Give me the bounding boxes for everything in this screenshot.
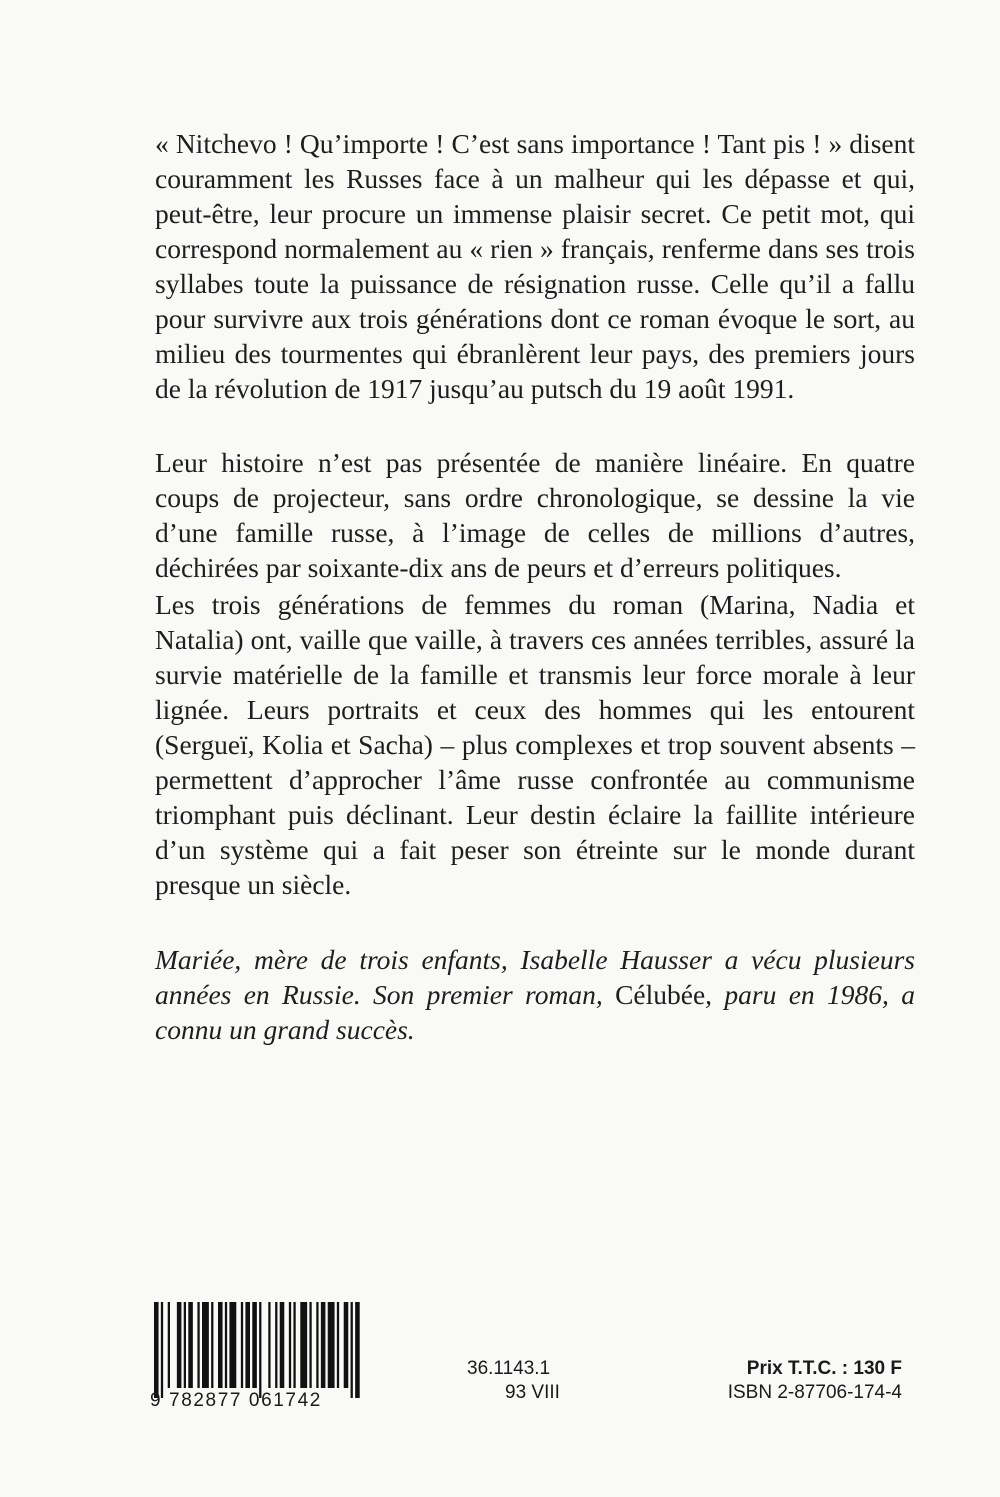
catalog-number: 36.1143.1 <box>467 1358 551 1379</box>
author-bio-before-title: Mariée, mère de trois enfants, Isabelle Hausser a vécu plusieurs années en Russie. Son premier roman, <box>155 944 915 1010</box>
barcode-bar <box>184 1302 186 1388</box>
barcode-bar <box>300 1302 307 1388</box>
barcode-bar <box>202 1302 209 1388</box>
barcode-bar <box>344 1302 349 1388</box>
blurb-paragraph-2-text: Leur histoire n’est pas présentée de manière linéaire. En quatre coups de projecteur, sans ordre chronologique, se dessine la vie d’une famille russe, à l’image de celles de millions d’autres, déchirées par soixante-dix ans de peurs et d’erreurs politiques. <box>155 447 915 583</box>
barcode-bar <box>321 1302 326 1388</box>
author-bio-after-title: , paru en 1986, a connu un grand succès. <box>155 979 915 1045</box>
price-block <box>702 1357 902 1405</box>
barcode-bar <box>293 1302 295 1388</box>
barcode-bar <box>161 1302 163 1398</box>
catalog-code: 93 VIII <box>505 1382 560 1403</box>
barcode-bar <box>225 1302 227 1388</box>
barcode-digits: 9 782877 061742 <box>150 1390 322 1411</box>
barcode-bar <box>355 1302 360 1398</box>
barcode-bar <box>316 1302 318 1388</box>
barcode-bar <box>337 1302 339 1388</box>
barcode-bar <box>188 1302 193 1388</box>
catalog-info <box>467 1357 560 1405</box>
blurb-paragraph-1 <box>155 126 915 406</box>
isbn-number: ISBN 2-87706-174-4 <box>727 1382 902 1403</box>
barcode-bar <box>268 1302 270 1388</box>
first-novel-title: Célubée <box>615 979 706 1010</box>
blurb-paragraph-1-text: « Nitchevo ! Qu’importe ! C’est sans importance ! Tant pis ! » disent couramment les Russes face à un malheur qui les dépasse et qui, peut-être, leur procure un immense plaisir secret. Ce petit mot, qui correspond normalement au « rien » français, renferme dans ses trois syllabes toute la puissance de résignation russe. Celle qu’il a fallu pour survivre aux trois générations dont ce roman évoque le sort, au milieu des tourmentes qui ébranlèrent leur pays, des premiers jours de la révolution de 1917 jusqu’au putsch du 19 août 1991. <box>155 128 915 404</box>
barcode-bar <box>197 1302 199 1388</box>
blurb-paragraph-3 <box>155 587 915 902</box>
barcode-bar <box>177 1302 182 1388</box>
barcode-bar <box>252 1302 257 1388</box>
barcode-bar <box>229 1302 236 1388</box>
barcode-bar <box>351 1302 353 1398</box>
barcode-bar <box>211 1302 213 1388</box>
blurb-paragraph-3-text: Les trois générations de femmes du roman (Marina, Nadia et Natalia) ont, vaille que vaille, à travers ces années terribles, assuré la survie matérielle de la famille et transmis leur force morale à leur lignée. Leurs portraits et ceux des hommes qui les entourent (Sergueï, Kolia et Sacha) – plus complexes et trop souvent absents – permettent d’approcher l’âme russe confrontée au communisme triomphant puis déclinant. Leur destin éclaire la faillite intérieure d’un système qui a fait peser son étreinte sur le monde durant presque un siècle. <box>155 589 915 900</box>
barcode-bar <box>154 1302 159 1398</box>
price-label: Prix T.T.C. : 130 F <box>746 1358 902 1379</box>
barcode-bar <box>259 1302 261 1398</box>
barcode-bar <box>218 1302 223 1388</box>
barcode-bar <box>309 1302 311 1388</box>
barcode-bar <box>275 1302 277 1388</box>
author-bio <box>155 942 915 1047</box>
barcode-bars <box>154 1302 362 1398</box>
blurb-paragraph-2 <box>155 445 915 585</box>
barcode-bar <box>280 1302 285 1388</box>
barcode-bar <box>241 1302 243 1388</box>
author-bio-text <box>155 942 915 1047</box>
barcode-bar <box>328 1302 335 1388</box>
barcode-bar <box>168 1302 170 1388</box>
barcode-bar <box>245 1302 250 1388</box>
isbn-barcode <box>150 1302 366 1416</box>
barcode-bar <box>289 1302 291 1388</box>
